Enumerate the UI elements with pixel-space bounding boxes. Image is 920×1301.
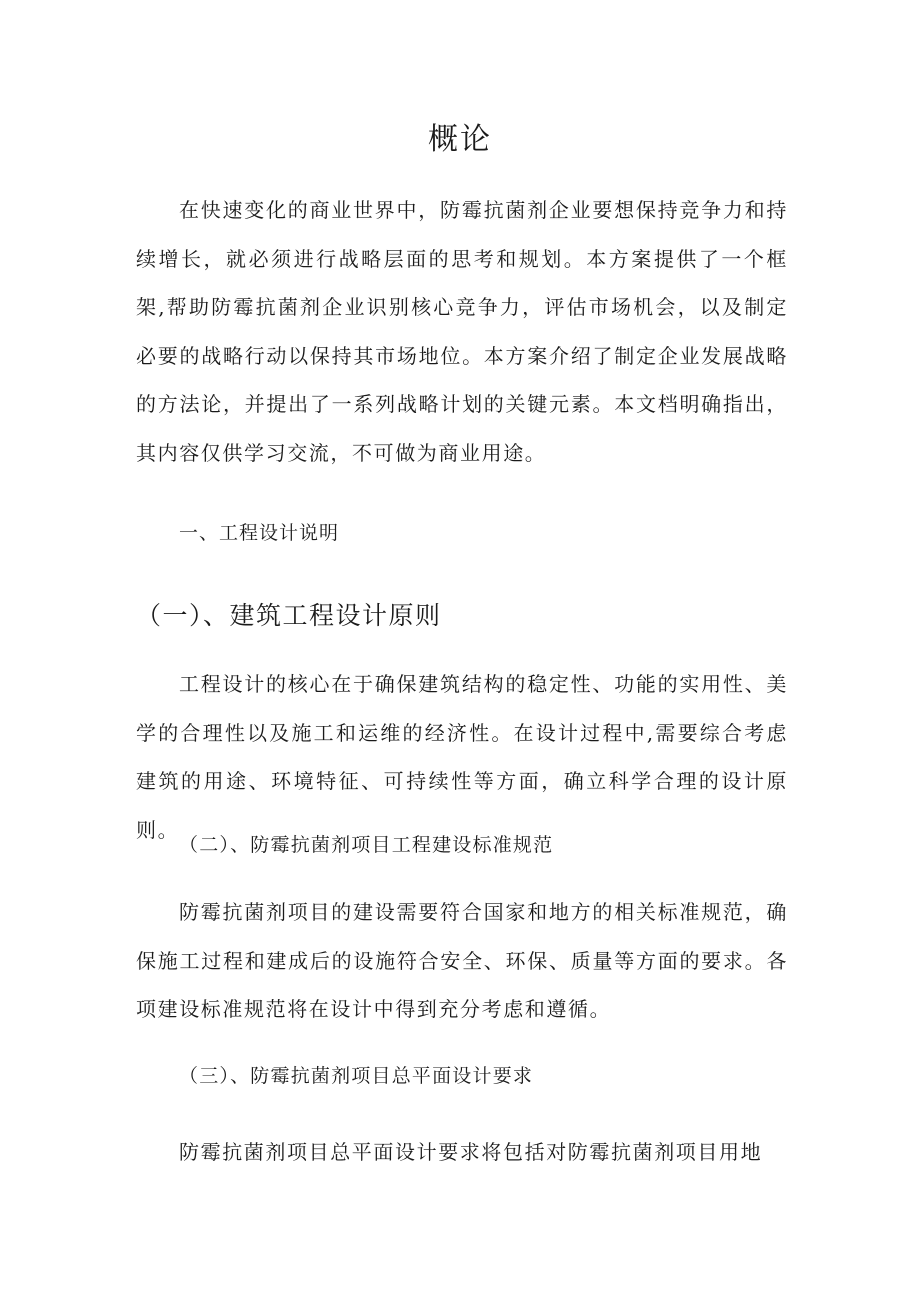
subsection-heading-construction-standards: （二）、防霉抗菌剂项目工程建设标准规范 <box>179 834 554 856</box>
subsection-heading-site-plan: （三）、防霉抗菌剂项目总平面设计要求 <box>179 1065 534 1087</box>
section-heading-engineering-design: 一、工程设计说明 <box>179 522 340 544</box>
building-principles-paragraph: 工程设计的核心在于确保建筑结构的稳定性、功能的实用性、美学的合理性以及施工和运维的经济性。在设计过程中,需要综合考虑建筑的用途、环境特征、可持续性等方面，确立科学合理的设计原则。 <box>136 672 788 842</box>
subsection-heading-building-principles: （一）、建筑工程设计原则 <box>136 601 442 630</box>
page-title: 概论 <box>428 122 492 157</box>
construction-standards-paragraph: 防霉抗菌剂项目的建设需要符合国家和地方的相关标准规范，确保施工过程和建成后的设施符合安全、环保、质量等方面的要求。各项建设标准规范将在设计中得到充分考虑和遵循。 <box>136 900 788 1021</box>
intro-paragraph: 在快速变化的商业世界中，防霉抗菌剂企业要想保持竞争力和持续增长，就必须进行战略层面的思考和规划。本方案提供了一个框架,帮助防霉抗菌剂企业识别核心竞争力，评估市场机会，以及制定必要的战略行动以保持其市场地位。本方案介绍了制定企业发展战略的方法论，并提出了一系列战略计划的关键元素。本文档明确指出，其内容仅供学习交流，不可做为商业用途。 <box>136 198 788 465</box>
site-plan-paragraph: 防霉抗菌剂项目总平面设计要求将包括对防霉抗菌剂项目用地 <box>179 1140 763 1164</box>
